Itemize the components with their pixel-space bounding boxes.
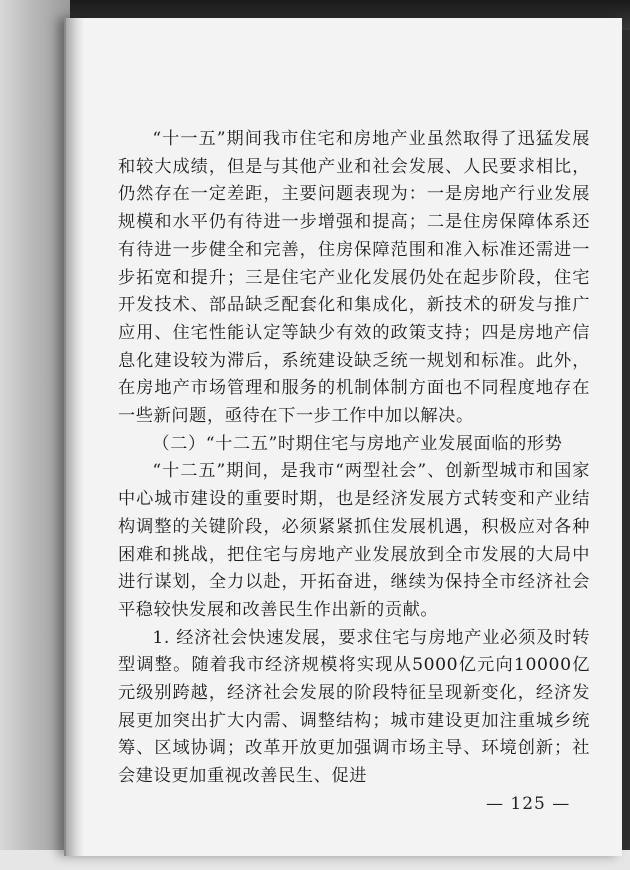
page-gutter-shadow (66, 18, 84, 856)
book-page (64, 18, 622, 856)
paragraph-opportunity: “十二五”期间，是我市“两型社会”、创新型城市和国家中心城市建设的重要时期，也是经济发展方式转变和产业结构调整的关键阶段，必须紧紧抓住发展机遇，积极应对各种困难和挑战，把住宅与房地产业发展放到全市发展的大局中进行谋划，全力以赴，开拓奋进，继续为保持全市经济社会平稳较快发展和改善民生作出新的贡献。 (118, 461, 590, 620)
body-text (118, 126, 590, 791)
paragraph-item-1: 1. 经济社会快速发展，要求住宅与房地产业必须及时转型调整。随着我市经济规模将实现从5000亿元向10000亿元级别跨越，经济社会发展的阶段特征呈现新变化，经济发展更加突出扩大内需、调整结构；城市建设更加注重城乡统筹、区域协调；改革开放更加强调市场主导、环境创新；社会建设更加重视改善民生、促进 (118, 627, 590, 787)
page-number: — 125 — (486, 794, 571, 814)
section-heading: （二）“十二五”时期住宅与房地产业发展面临的形势 (152, 433, 563, 454)
paragraph-problems: “十一五”期间我市住宅和房地产业虽然取得了迅猛发展和较大成绩，但是与其他产业和社会发展、人民要求相比，仍然存在一定差距，主要问题表现为：一是房地产行业发展规模和水平仍有待进一步增强和提高；二是住房保障体系还有待进一步健全和完善，住房保障范围和准入标准还需进一步拓宽和提升；三是住宅产业化发展仍处在起步阶段，住宅开发技术、部品缺乏配套化和集成化，新技术的研发与推广应用、住宅性能认定等缺少有效的政策支持；四是房地产信息化建设较为滞后，系统建设缺乏统一规划和标准。此外，在房地产市场管理和服务的机制体制方面也不同程度地存在一些新问题，亟待在下一步工作中加以解决。 (118, 129, 590, 427)
scan-left-margin (0, 0, 70, 870)
